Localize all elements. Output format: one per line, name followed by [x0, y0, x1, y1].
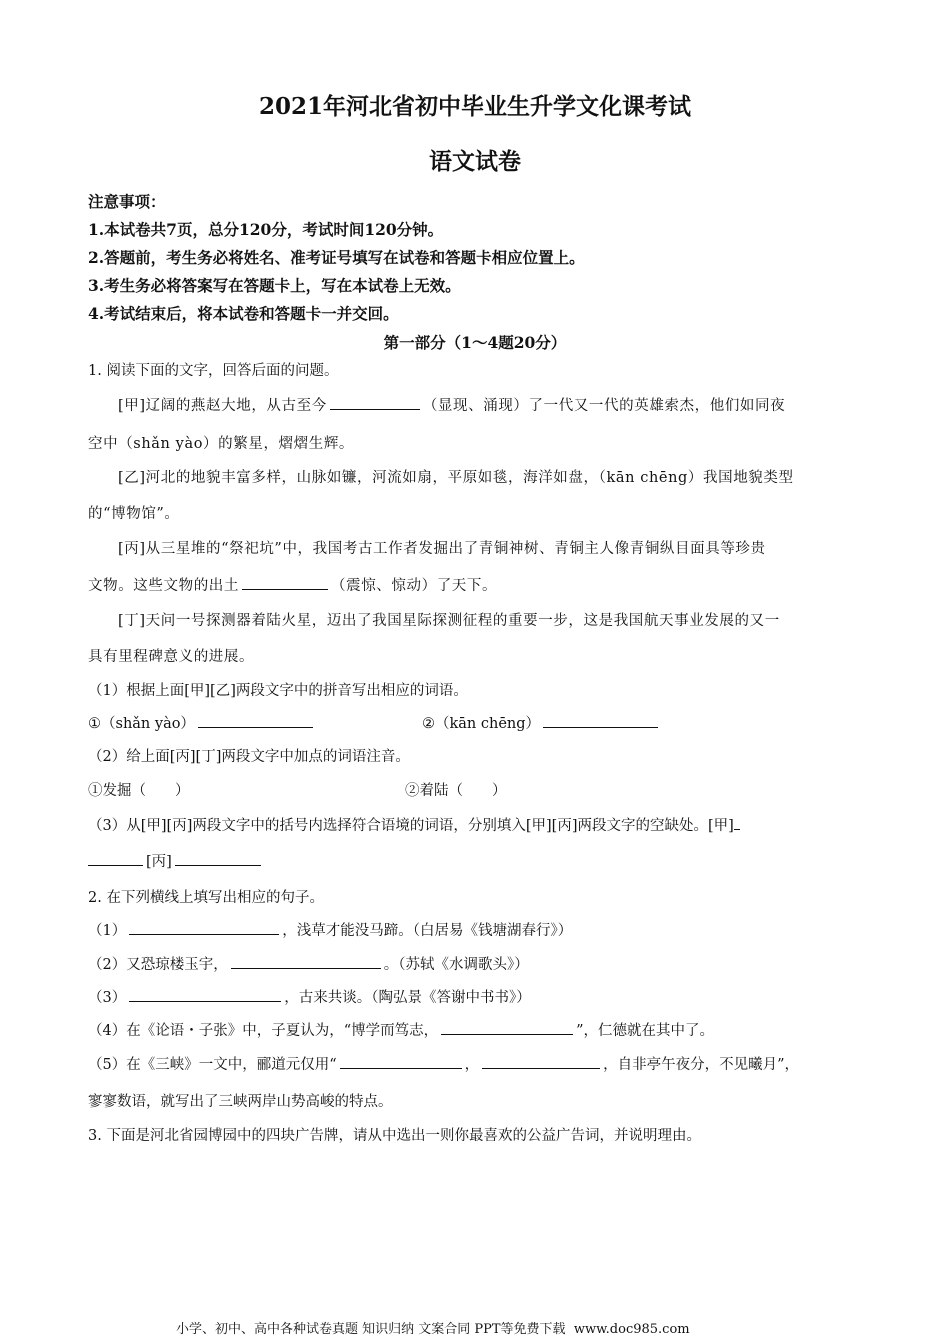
footer-label: 小学、初中、高中各种试卷真题 知识归纳 文案合同 PPT等免费下载: [176, 1322, 566, 1337]
label: ，: [464, 1057, 480, 1073]
answer-blank[interactable]: [242, 575, 328, 590]
answer-blank[interactable]: [198, 713, 313, 728]
sub-question-3-blanks: [88, 850, 264, 871]
exam-title: 2021年河北省初中毕业生升学文化课考试: [258, 93, 691, 120]
label: （5）在《三峡》一文中，郦道元仅用“: [88, 1057, 337, 1073]
question-1-stem: 1. 阅读下面的文字，回答后面的问题。: [88, 363, 339, 379]
answer-blank[interactable]: [482, 1054, 600, 1069]
label: （2）又恐琼楼玉宇，: [88, 957, 228, 973]
recite-line-1: [88, 919, 572, 940]
label: [丙]: [146, 854, 172, 870]
label: 。（苏轼《水调歌头》）: [383, 957, 529, 973]
sub-question-1-b: [422, 712, 661, 733]
recite-line-5-cont: 寥寥数语，就写出了三峡两岸山势高峻的特点。: [88, 1094, 393, 1110]
label: ①（shǎn yào）: [88, 716, 195, 732]
passage-yi-line-2: 的“博物馆”。: [88, 506, 180, 522]
passage-text: （显现、涌现）了一代又一代的英雄索杰，他们如同夜: [422, 398, 786, 414]
label: ，浅草才能没马蹄。（白居易《钱塘湖春行》）: [282, 923, 573, 939]
sub-question-1-a: [88, 712, 316, 733]
notice-item: 2.答题前，考生务必将姓名、准考证号填写在试卷和答题卡相应位置上。: [88, 248, 585, 267]
part-heading: 第一部分（1～4题20分）: [383, 333, 567, 352]
answer-blank[interactable]: [734, 815, 740, 830]
recite-line-4: [88, 1019, 714, 1040]
recite-line-5: [88, 1053, 799, 1074]
label: （4）在《论语・子张》中，子夏认为，“博学而笃志，: [88, 1023, 439, 1039]
passage-yi-line-1: [乙]河北的地貌丰富多样，山脉如镰，河流如扇，平原如毯，海洋如盘，（kān chēng）我国地貌类型: [118, 470, 794, 486]
passage-jia-line-1: [118, 394, 785, 415]
passage-ding-line-2: 具有里程碑意义的进展。: [88, 649, 255, 665]
answer-blank[interactable]: [340, 1054, 462, 1069]
label: ”，仁德就在其中了。: [576, 1023, 715, 1039]
passage-jia-line-2: 空中（shǎn yào）的繁星，熠熠生辉。: [88, 436, 355, 452]
notice-item: 3.考生务必将答案写在答题卡上，写在本试卷上无效。: [88, 276, 461, 295]
notice-heading: 注意事项：: [88, 192, 166, 211]
label: ②（kān chēng）: [422, 716, 541, 732]
passage-ding-line-1: [丁]天问一号探测器着陆火星，迈出了我国星际探测征程的重要一步，这是我国航天事业发展的又一: [118, 613, 780, 629]
passage-bing-line-2: [88, 574, 497, 595]
footer-link[interactable]: www.doc985.com: [573, 1322, 690, 1337]
recite-line-2: [88, 953, 529, 974]
sub-question-2-a[interactable]: ①发掘（ ）: [88, 783, 190, 799]
answer-blank[interactable]: [543, 713, 658, 728]
label: （3）: [88, 990, 127, 1006]
sub-question-3: [88, 814, 740, 835]
exam-subtitle: 语文试卷: [429, 148, 521, 175]
answer-blank[interactable]: [129, 920, 279, 935]
sub-question-2-b[interactable]: ②着陆（ ）: [405, 783, 507, 799]
question-3-stem: 3. 下面是河北省园博园中的四块广告牌，请从中选出一则你最喜欢的公益广告词，并说明理由。: [88, 1128, 701, 1144]
answer-blank-jia[interactable]: [88, 851, 143, 866]
question-2-stem: 2. 在下列横线上填写出相应的句子。: [88, 890, 324, 906]
passage-bing-line-1: [丙]从三星堆的“祭祀坑”中，我国考古工作者发掘出了青铜神树、青铜主人像青铜纵目面具等珍贵: [118, 541, 766, 557]
answer-blank[interactable]: [441, 1020, 573, 1035]
footer-text: [176, 1318, 772, 1337]
passage-text: （震惊、惊动）了天下。: [331, 578, 498, 594]
label: （3）从[甲][丙]两段文字中的括号内选择符合语境的词语，分别填入[甲][丙]两段文字的空缺处。[甲]: [88, 818, 734, 834]
answer-blank[interactable]: [330, 395, 420, 410]
label: ，自非亭午夜分，不见曦月”，: [603, 1057, 800, 1073]
label: ，古来共谈。（陶弘景《答谢中书书》）: [284, 990, 531, 1006]
recite-line-3: [88, 986, 531, 1007]
answer-blank[interactable]: [129, 987, 281, 1002]
label: （1）: [88, 923, 127, 939]
answer-blank-bing[interactable]: [175, 851, 261, 866]
passage-text: [甲]辽阔的燕赵大地，从古至今: [118, 398, 327, 414]
passage-text: 文物。这些文物的出土: [88, 578, 239, 594]
answer-blank[interactable]: [231, 954, 381, 969]
sub-question-2: （2）给上面[丙][丁]两段文字中加点的词语注音。: [88, 749, 410, 765]
notice-item: 1.本试卷共7页，总分120分，考试时间120分钟。: [88, 220, 444, 239]
notice-item: 4.考试结束后，将本试卷和答题卡一并交回。: [88, 304, 399, 323]
sub-question-1: （1）根据上面[甲][乙]两段文字中的拼音写出相应的词语。: [88, 683, 468, 699]
